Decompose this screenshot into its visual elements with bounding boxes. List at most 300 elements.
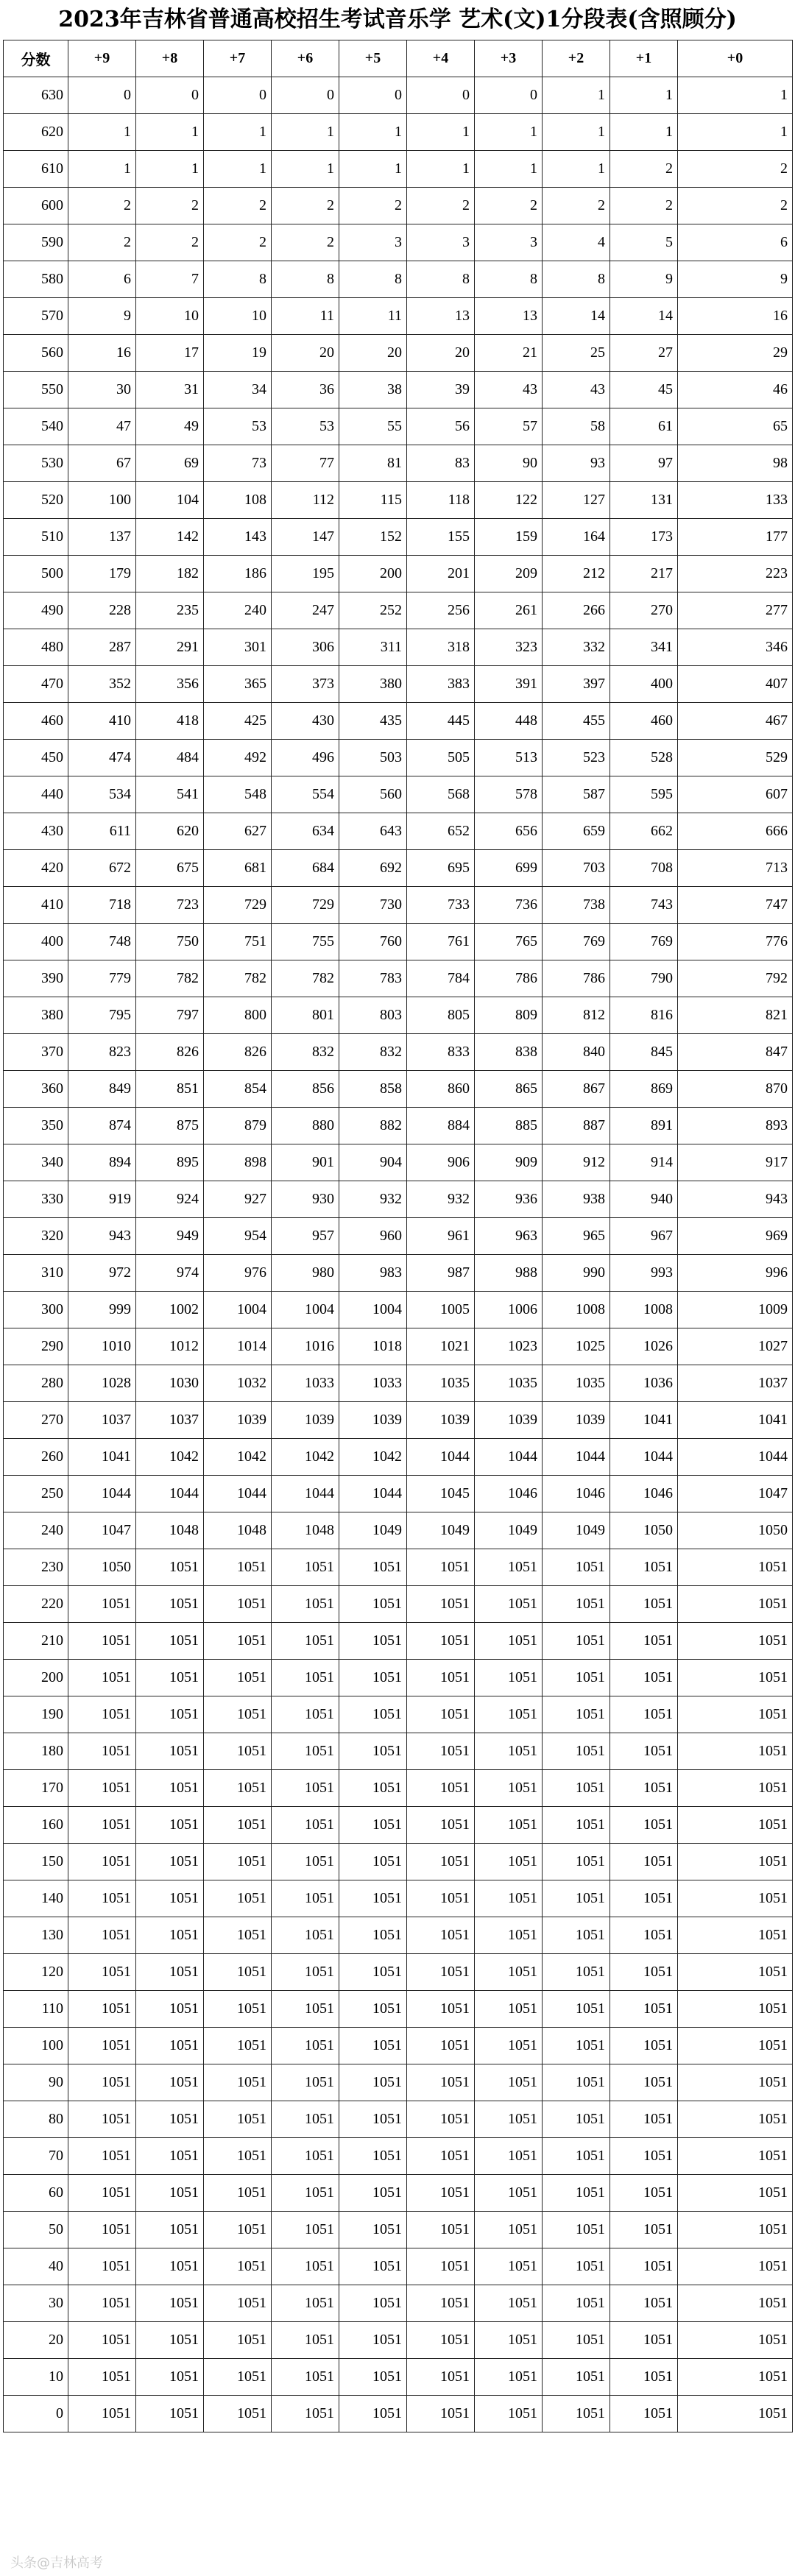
- count-cell: 1051: [678, 1917, 793, 1954]
- count-cell: 901: [272, 1144, 339, 1181]
- table-row: [4, 2359, 793, 2396]
- count-cell: 1051: [678, 1696, 793, 1733]
- count-cell: 240: [204, 592, 272, 629]
- count-cell: 523: [543, 740, 610, 776]
- count-cell: 1051: [678, 1549, 793, 1586]
- count-cell: 1046: [610, 1476, 678, 1512]
- count-cell: 1048: [136, 1512, 204, 1549]
- count-cell: 1051: [136, 1954, 204, 1991]
- table-row: [4, 1991, 793, 2028]
- table-row: [4, 1108, 793, 1144]
- count-cell: 1051: [610, 1623, 678, 1660]
- count-cell: 1: [678, 114, 793, 151]
- count-cell: 118: [407, 482, 475, 519]
- table-row: [4, 2285, 793, 2322]
- score-cell: 150: [4, 1844, 68, 1880]
- count-cell: 56: [407, 408, 475, 445]
- column-header-offset: +0: [678, 40, 793, 77]
- count-cell: 1051: [204, 1696, 272, 1733]
- count-cell: 1047: [68, 1512, 136, 1549]
- count-cell: 1051: [543, 1586, 610, 1623]
- count-cell: 748: [68, 924, 136, 960]
- table-row: [4, 1807, 793, 1844]
- count-cell: 1051: [475, 2101, 543, 2138]
- count-cell: 81: [339, 445, 407, 482]
- count-cell: 1051: [678, 2028, 793, 2064]
- count-cell: 1: [339, 114, 407, 151]
- count-cell: 865: [475, 1071, 543, 1108]
- count-cell: 1051: [136, 2212, 204, 2248]
- count-cell: 1051: [272, 2322, 339, 2359]
- table-row: [4, 924, 793, 960]
- count-cell: 1051: [68, 1660, 136, 1696]
- count-cell: 57: [475, 408, 543, 445]
- count-cell: 1051: [475, 1954, 543, 1991]
- count-cell: 1: [272, 114, 339, 151]
- count-cell: 965: [543, 1218, 610, 1255]
- count-cell: 1: [475, 151, 543, 188]
- score-cell: 450: [4, 740, 68, 776]
- count-cell: 1051: [475, 2359, 543, 2396]
- count-cell: 45: [610, 372, 678, 408]
- count-cell: 73: [204, 445, 272, 482]
- count-cell: 974: [136, 1255, 204, 1292]
- table-row: [4, 335, 793, 372]
- count-cell: 155: [407, 519, 475, 556]
- count-cell: 8: [407, 261, 475, 298]
- count-cell: 235: [136, 592, 204, 629]
- count-cell: 1051: [272, 1586, 339, 1623]
- count-cell: 786: [543, 960, 610, 997]
- score-cell: 510: [4, 519, 68, 556]
- count-cell: 425: [204, 703, 272, 740]
- score-cell: 580: [4, 261, 68, 298]
- count-cell: 1051: [610, 1807, 678, 1844]
- table-row: [4, 813, 793, 850]
- count-cell: 675: [136, 850, 204, 887]
- count-cell: 1051: [407, 2322, 475, 2359]
- count-cell: 1051: [68, 2101, 136, 2138]
- count-cell: 699: [475, 850, 543, 887]
- count-cell: 1021: [407, 1328, 475, 1365]
- count-cell: 1051: [678, 1733, 793, 1770]
- count-cell: 1044: [610, 1439, 678, 1476]
- count-cell: 1051: [204, 1660, 272, 1696]
- count-cell: 53: [272, 408, 339, 445]
- count-cell: 1051: [272, 2175, 339, 2212]
- count-cell: 1051: [136, 1696, 204, 1733]
- table-row: [4, 1218, 793, 1255]
- score-cell: 70: [4, 2138, 68, 2175]
- score-cell: 550: [4, 372, 68, 408]
- count-cell: 595: [610, 776, 678, 813]
- count-cell: 858: [339, 1071, 407, 1108]
- count-cell: 1039: [204, 1402, 272, 1439]
- score-cell: 470: [4, 666, 68, 703]
- count-cell: 179: [68, 556, 136, 592]
- count-cell: 887: [543, 1108, 610, 1144]
- count-cell: 1009: [678, 1292, 793, 1328]
- count-cell: 391: [475, 666, 543, 703]
- count-cell: 1051: [678, 2359, 793, 2396]
- count-cell: 1008: [610, 1292, 678, 1328]
- count-cell: 1051: [475, 1549, 543, 1586]
- count-cell: 1051: [543, 2322, 610, 2359]
- count-cell: 1051: [136, 1733, 204, 1770]
- count-cell: 1051: [339, 2175, 407, 2212]
- table-row: [4, 298, 793, 335]
- count-cell: 1: [543, 114, 610, 151]
- count-cell: 1051: [204, 1917, 272, 1954]
- count-cell: 1051: [272, 1660, 339, 1696]
- count-cell: 2: [610, 151, 678, 188]
- count-cell: 1039: [407, 1402, 475, 1439]
- count-cell: 4: [543, 224, 610, 261]
- count-cell: 1051: [136, 1770, 204, 1807]
- count-cell: 1051: [543, 2212, 610, 2248]
- watermark: 头条@吉林高考: [10, 2555, 103, 2571]
- count-cell: 0: [339, 77, 407, 114]
- count-cell: 448: [475, 703, 543, 740]
- count-cell: 854: [204, 1071, 272, 1108]
- count-cell: 578: [475, 776, 543, 813]
- count-cell: 69: [136, 445, 204, 482]
- table-row: [4, 445, 793, 482]
- count-cell: 1023: [475, 1328, 543, 1365]
- count-cell: 904: [339, 1144, 407, 1181]
- page-title: 2023年吉林省普通高校招生考试音乐学 艺术(文)1分段表(含照顾分): [58, 7, 737, 32]
- count-cell: 212: [543, 556, 610, 592]
- count-cell: 1051: [543, 2248, 610, 2285]
- count-cell: 1046: [543, 1476, 610, 1512]
- count-cell: 1051: [204, 1807, 272, 1844]
- count-cell: 1033: [339, 1365, 407, 1402]
- count-cell: 1051: [339, 1844, 407, 1880]
- score-cell: 200: [4, 1660, 68, 1696]
- count-cell: 380: [339, 666, 407, 703]
- count-cell: 1051: [407, 1991, 475, 2028]
- count-cell: 1051: [407, 2101, 475, 2138]
- count-cell: 247: [272, 592, 339, 629]
- count-cell: 1051: [678, 2396, 793, 2432]
- count-cell: 1051: [272, 1880, 339, 1917]
- table-row: [4, 2175, 793, 2212]
- score-cell: 10: [4, 2359, 68, 2396]
- count-cell: 1051: [678, 1807, 793, 1844]
- count-cell: 912: [543, 1144, 610, 1181]
- count-cell: 209: [475, 556, 543, 592]
- count-cell: 0: [272, 77, 339, 114]
- count-cell: 1051: [136, 1660, 204, 1696]
- count-cell: 1: [136, 114, 204, 151]
- count-cell: 61: [610, 408, 678, 445]
- count-cell: 666: [678, 813, 793, 850]
- count-cell: 880: [272, 1108, 339, 1144]
- count-cell: 1008: [543, 1292, 610, 1328]
- count-cell: 1051: [475, 1660, 543, 1696]
- count-cell: 2: [272, 224, 339, 261]
- column-header-offset: +3: [475, 40, 543, 77]
- count-cell: 823: [68, 1034, 136, 1071]
- count-cell: 832: [272, 1034, 339, 1071]
- count-cell: 1044: [339, 1476, 407, 1512]
- table-row: [4, 2322, 793, 2359]
- count-cell: 730: [339, 887, 407, 924]
- count-cell: 93: [543, 445, 610, 482]
- table-row: [4, 1512, 793, 1549]
- count-cell: 1051: [136, 2248, 204, 2285]
- count-cell: 554: [272, 776, 339, 813]
- count-cell: 786: [475, 960, 543, 997]
- score-cell: 310: [4, 1255, 68, 1292]
- score-cell: 230: [4, 1549, 68, 1586]
- count-cell: 10: [136, 298, 204, 335]
- count-cell: 1051: [339, 2212, 407, 2248]
- table-row: [4, 1034, 793, 1071]
- count-cell: 840: [543, 1034, 610, 1071]
- count-cell: 1051: [475, 2028, 543, 2064]
- count-cell: 761: [407, 924, 475, 960]
- count-cell: 957: [272, 1218, 339, 1255]
- count-cell: 733: [407, 887, 475, 924]
- count-cell: 895: [136, 1144, 204, 1181]
- count-cell: 1: [678, 77, 793, 114]
- count-cell: 1049: [475, 1512, 543, 1549]
- count-cell: 1036: [610, 1365, 678, 1402]
- table-row: [4, 188, 793, 224]
- score-cell: 40: [4, 2248, 68, 2285]
- count-cell: 1051: [407, 2248, 475, 2285]
- table-row: [4, 666, 793, 703]
- count-cell: 1051: [272, 1770, 339, 1807]
- count-cell: 1033: [272, 1365, 339, 1402]
- count-cell: 743: [610, 887, 678, 924]
- count-cell: 1051: [407, 2175, 475, 2212]
- count-cell: 1051: [339, 1623, 407, 1660]
- count-cell: 261: [475, 592, 543, 629]
- count-cell: 27: [610, 335, 678, 372]
- score-cell: 560: [4, 335, 68, 372]
- count-cell: 708: [610, 850, 678, 887]
- score-cell: 210: [4, 1623, 68, 1660]
- count-cell: 1051: [407, 1844, 475, 1880]
- count-cell: 1051: [610, 2248, 678, 2285]
- table-row: [4, 740, 793, 776]
- count-cell: 949: [136, 1218, 204, 1255]
- count-cell: 1051: [610, 2175, 678, 2212]
- count-cell: 980: [272, 1255, 339, 1292]
- count-cell: 164: [543, 519, 610, 556]
- count-cell: 1042: [339, 1439, 407, 1476]
- table-row: [4, 703, 793, 740]
- count-cell: 0: [475, 77, 543, 114]
- count-cell: 186: [204, 556, 272, 592]
- column-header-offset: +2: [543, 40, 610, 77]
- table-row: [4, 2138, 793, 2175]
- score-cell: 260: [4, 1439, 68, 1476]
- count-cell: 1005: [407, 1292, 475, 1328]
- table-row: [4, 1917, 793, 1954]
- count-cell: 1051: [204, 2285, 272, 2322]
- count-cell: 821: [678, 997, 793, 1034]
- count-cell: 541: [136, 776, 204, 813]
- count-cell: 1051: [339, 1807, 407, 1844]
- count-cell: 851: [136, 1071, 204, 1108]
- count-cell: 2: [610, 188, 678, 224]
- score-cell: 190: [4, 1696, 68, 1733]
- count-cell: 1051: [543, 2396, 610, 2432]
- count-cell: 954: [204, 1218, 272, 1255]
- count-cell: 1044: [475, 1439, 543, 1476]
- count-cell: 1051: [272, 2285, 339, 2322]
- count-cell: 8: [543, 261, 610, 298]
- score-cell: 250: [4, 1476, 68, 1512]
- count-cell: 1004: [204, 1292, 272, 1328]
- count-cell: 1051: [610, 2101, 678, 2138]
- count-cell: 1046: [475, 1476, 543, 1512]
- count-cell: 11: [272, 298, 339, 335]
- table-row: [4, 556, 793, 592]
- count-cell: 1051: [339, 2396, 407, 2432]
- count-cell: 1051: [407, 1623, 475, 1660]
- count-cell: 1051: [339, 1954, 407, 1991]
- count-cell: 713: [678, 850, 793, 887]
- count-cell: 252: [339, 592, 407, 629]
- score-cell: 320: [4, 1218, 68, 1255]
- count-cell: 39: [407, 372, 475, 408]
- count-cell: 1051: [610, 1696, 678, 1733]
- count-cell: 1051: [272, 2064, 339, 2101]
- count-cell: 1051: [475, 1807, 543, 1844]
- count-cell: 11: [339, 298, 407, 335]
- count-cell: 1051: [678, 1880, 793, 1917]
- count-cell: 1051: [475, 2322, 543, 2359]
- count-cell: 137: [68, 519, 136, 556]
- count-cell: 736: [475, 887, 543, 924]
- count-cell: 1051: [543, 2138, 610, 2175]
- column-header-offset: +6: [272, 40, 339, 77]
- count-cell: 662: [610, 813, 678, 850]
- table-row: [4, 2028, 793, 2064]
- count-cell: 6: [68, 261, 136, 298]
- count-cell: 55: [339, 408, 407, 445]
- count-cell: 1051: [407, 1660, 475, 1696]
- count-cell: 9: [678, 261, 793, 298]
- count-cell: 1050: [68, 1549, 136, 1586]
- count-cell: 505: [407, 740, 475, 776]
- count-cell: 1051: [339, 1770, 407, 1807]
- table-row: [4, 1144, 793, 1181]
- count-cell: 792: [678, 960, 793, 997]
- count-cell: 1044: [136, 1476, 204, 1512]
- count-cell: 969: [678, 1218, 793, 1255]
- table-row: [4, 776, 793, 813]
- count-cell: 1051: [204, 2028, 272, 2064]
- count-cell: 301: [204, 629, 272, 666]
- count-cell: 1: [68, 114, 136, 151]
- count-cell: 108: [204, 482, 272, 519]
- count-cell: 790: [610, 960, 678, 997]
- count-cell: 8: [204, 261, 272, 298]
- count-cell: 999: [68, 1292, 136, 1328]
- count-cell: 1014: [204, 1328, 272, 1365]
- count-cell: 1051: [339, 1917, 407, 1954]
- count-cell: 1051: [136, 1549, 204, 1586]
- count-cell: 1035: [475, 1365, 543, 1402]
- count-cell: 1051: [68, 2212, 136, 2248]
- count-cell: 430: [272, 703, 339, 740]
- count-cell: 0: [136, 77, 204, 114]
- count-cell: 1051: [610, 1954, 678, 1991]
- count-cell: 9: [610, 261, 678, 298]
- score-cell: 620: [4, 114, 68, 151]
- count-cell: 1: [543, 151, 610, 188]
- count-cell: 783: [339, 960, 407, 997]
- count-cell: 1051: [68, 1991, 136, 2028]
- count-cell: 718: [68, 887, 136, 924]
- score-cell: 80: [4, 2101, 68, 2138]
- count-cell: 1051: [407, 2028, 475, 2064]
- table-row: [4, 1549, 793, 1586]
- count-cell: 672: [68, 850, 136, 887]
- count-cell: 1002: [136, 1292, 204, 1328]
- count-cell: 2: [204, 224, 272, 261]
- count-cell: 1051: [204, 1733, 272, 1770]
- count-cell: 620: [136, 813, 204, 850]
- count-cell: 1051: [678, 2212, 793, 2248]
- count-cell: 1051: [272, 1954, 339, 1991]
- count-cell: 14: [543, 298, 610, 335]
- table-row: [4, 1660, 793, 1696]
- count-cell: 173: [610, 519, 678, 556]
- count-cell: 1051: [610, 1880, 678, 1917]
- count-cell: 1051: [204, 1844, 272, 1880]
- count-cell: 1051: [610, 1660, 678, 1696]
- table-row: [4, 2101, 793, 2138]
- count-cell: 1004: [339, 1292, 407, 1328]
- count-cell: 1051: [339, 1733, 407, 1770]
- count-cell: 568: [407, 776, 475, 813]
- count-cell: 1051: [475, 1917, 543, 1954]
- count-cell: 560: [339, 776, 407, 813]
- count-cell: 826: [136, 1034, 204, 1071]
- count-cell: 875: [136, 1108, 204, 1144]
- count-cell: 90: [475, 445, 543, 482]
- count-cell: 729: [204, 887, 272, 924]
- count-cell: 1032: [204, 1365, 272, 1402]
- count-cell: 801: [272, 997, 339, 1034]
- count-cell: 1051: [610, 1549, 678, 1586]
- table-row: [4, 887, 793, 924]
- count-cell: 1051: [204, 1954, 272, 1991]
- count-cell: 104: [136, 482, 204, 519]
- count-cell: 143: [204, 519, 272, 556]
- count-cell: 256: [407, 592, 475, 629]
- count-cell: 1051: [678, 1991, 793, 2028]
- count-cell: 782: [272, 960, 339, 997]
- count-cell: 1051: [272, 1696, 339, 1733]
- score-cell: 180: [4, 1733, 68, 1770]
- count-cell: 1: [204, 151, 272, 188]
- table-row: [4, 1402, 793, 1439]
- count-cell: 812: [543, 997, 610, 1034]
- count-cell: 1051: [204, 1586, 272, 1623]
- count-cell: 782: [136, 960, 204, 997]
- count-cell: 58: [543, 408, 610, 445]
- count-cell: 1051: [272, 2138, 339, 2175]
- count-cell: 656: [475, 813, 543, 850]
- count-cell: 885: [475, 1108, 543, 1144]
